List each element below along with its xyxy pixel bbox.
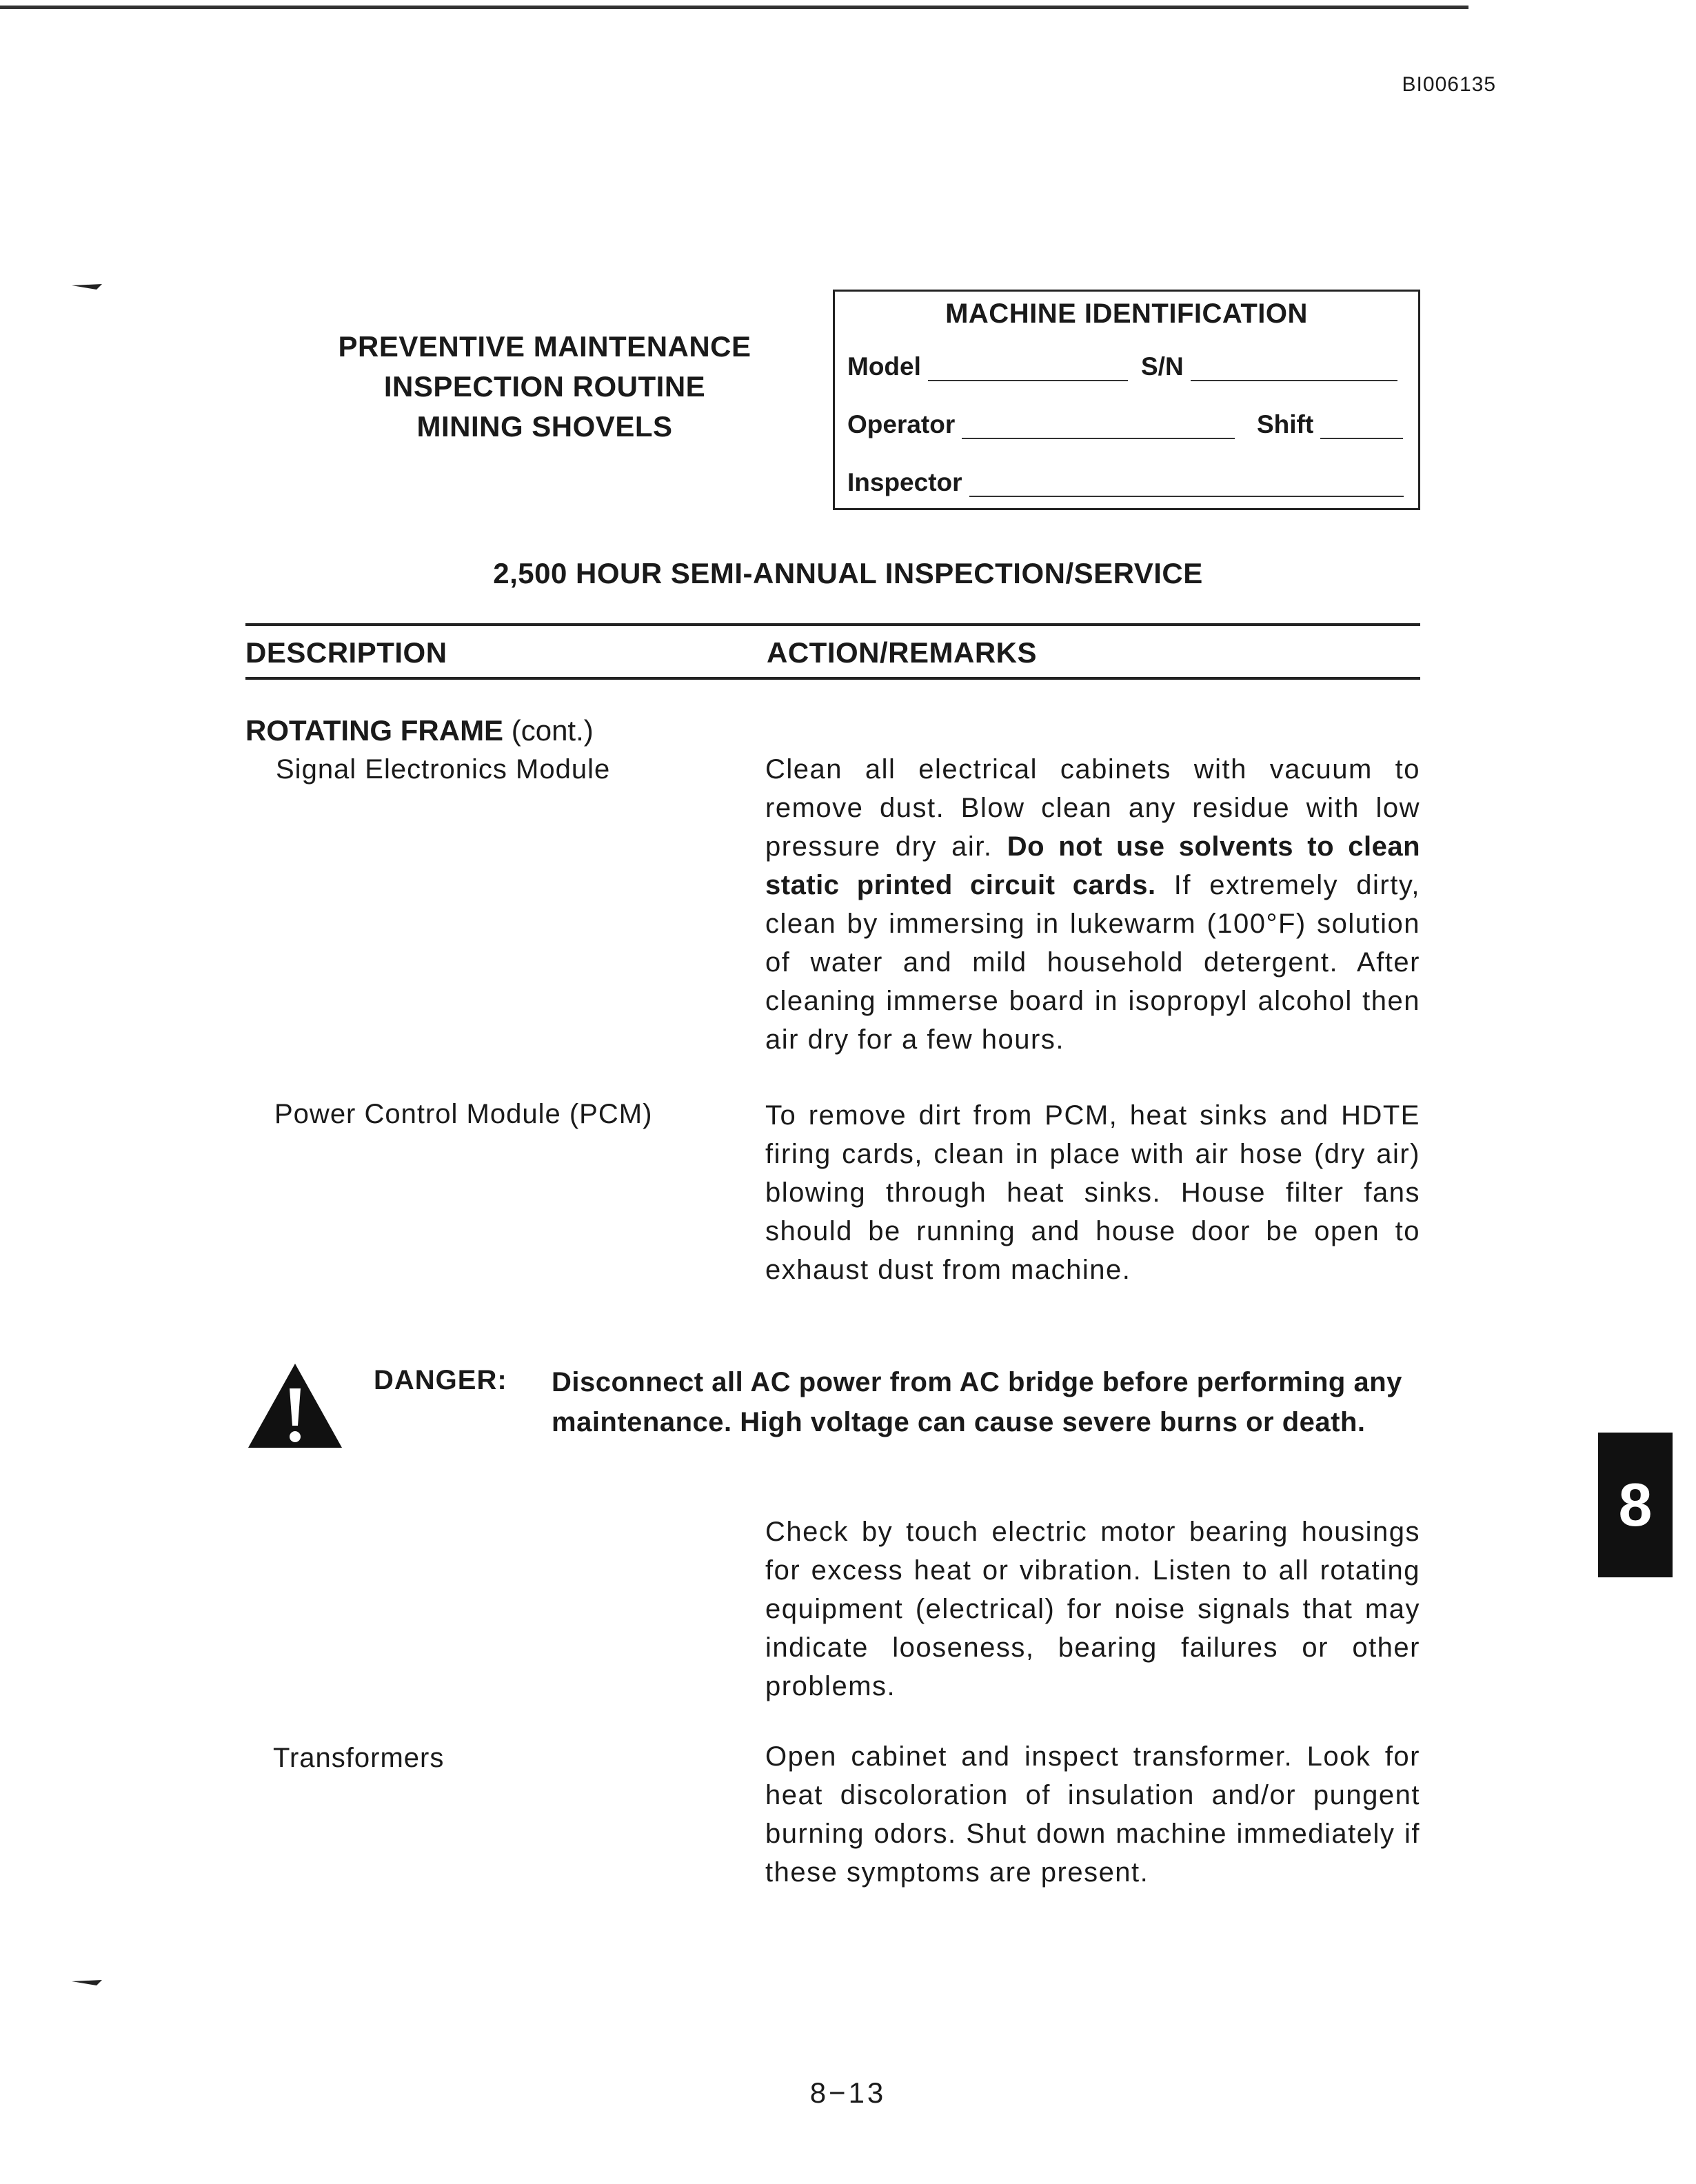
title-line: INSPECTION ROUTINE <box>383 370 706 403</box>
item-label-transformers: Transformers <box>273 1743 445 1773</box>
machine-identification-box <box>833 290 1420 510</box>
title-line: MINING SHOVELS <box>416 410 673 443</box>
signal-text-warning: Do not use solvents to clean static printed circuit cards. <box>765 831 1420 900</box>
machine-id-title: MACHINE IDENTIFICATION <box>945 299 1308 329</box>
group-suffix: (cont.) <box>503 714 594 747</box>
item-action-motor-check: Check by touch electric motor bearing housings for excess heat or vibration. Listen to all rotating equipment (electrical) for noise signals that may indicate looseness, bearing failures or other problems. <box>765 1517 1420 1701</box>
inspector-field <box>847 468 1404 497</box>
danger-label: DANGER: <box>374 1365 507 1395</box>
sn-label: S/N <box>1141 352 1184 381</box>
header-rule-top <box>245 623 1420 626</box>
model-blank[interactable] <box>928 359 1128 381</box>
page-number: 8−13 <box>809 2076 887 2109</box>
document-id: BI006135 <box>1402 73 1496 96</box>
sn-blank[interactable] <box>1191 359 1397 381</box>
chapter-tab: 8 <box>1598 1433 1673 1577</box>
item-label-signal-electronics: Signal Electronics Module <box>276 754 611 785</box>
inspector-label: Inspector <box>847 468 962 496</box>
shift-blank[interactable] <box>1320 417 1403 439</box>
shift-label: Shift <box>1257 410 1314 438</box>
margin-tick-mark <box>72 284 102 290</box>
item-action-power-control-module: To remove dirt from PCM, heat sinks and HDTE firing cards, clean in place with air hose (dry air) blowing through heat sinks. House filter fans should be running and house door be open to exhaust dust from machine. <box>765 1100 1420 1285</box>
item-label-power-control-module: Power Control Module (PCM) <box>274 1099 653 1129</box>
model-field <box>847 352 1128 381</box>
operator-field <box>847 410 1235 439</box>
inspector-blank[interactable] <box>969 475 1404 497</box>
warning-triangle-icon <box>245 1361 345 1450</box>
document-title <box>296 327 793 447</box>
item-action-signal-electronics <box>765 750 1420 1059</box>
top-rule <box>0 6 1468 9</box>
group-heading <box>245 714 594 747</box>
item-action-transformers: Open cabinet and inspect transformer. Look for heat discoloration of insulation and/or pungent burning odors. Shut down machine immediately if these symptoms are present. <box>765 1741 1420 1888</box>
signal-text-a: Clean all electrical cabinets with vacuum to remove dust. Blow clean any residue with low pressure dry air. <box>765 754 1420 862</box>
group-name: ROTATING FRAME <box>245 714 504 747</box>
model-label: Model <box>847 352 921 381</box>
section-heading: 2,500 HOUR SEMI-ANNUAL INSPECTION/SERVICE <box>493 557 1203 589</box>
header-rule-bottom <box>245 677 1420 680</box>
margin-tick-mark <box>72 1980 102 1985</box>
operator-blank[interactable] <box>962 417 1235 439</box>
operator-label: Operator <box>847 410 956 438</box>
signal-text-b: If extremely dirty, clean by immersing in lukewarm (100°F) solution of water and mild household detergent. After cleaning immerse board in isopropyl alcohol then air dry for a few hours. <box>765 870 1420 1055</box>
sn-field <box>1141 352 1397 381</box>
title-line: PREVENTIVE MAINTENANCE <box>338 330 751 363</box>
shift-field <box>1257 410 1403 439</box>
danger-message: Disconnect all AC power from AC bridge before performing any maintenance. High voltage can cause severe burns or death. <box>552 1367 1402 1437</box>
column-header-description: DESCRIPTION <box>245 636 447 669</box>
column-header-action: ACTION/REMARKS <box>767 636 1037 669</box>
